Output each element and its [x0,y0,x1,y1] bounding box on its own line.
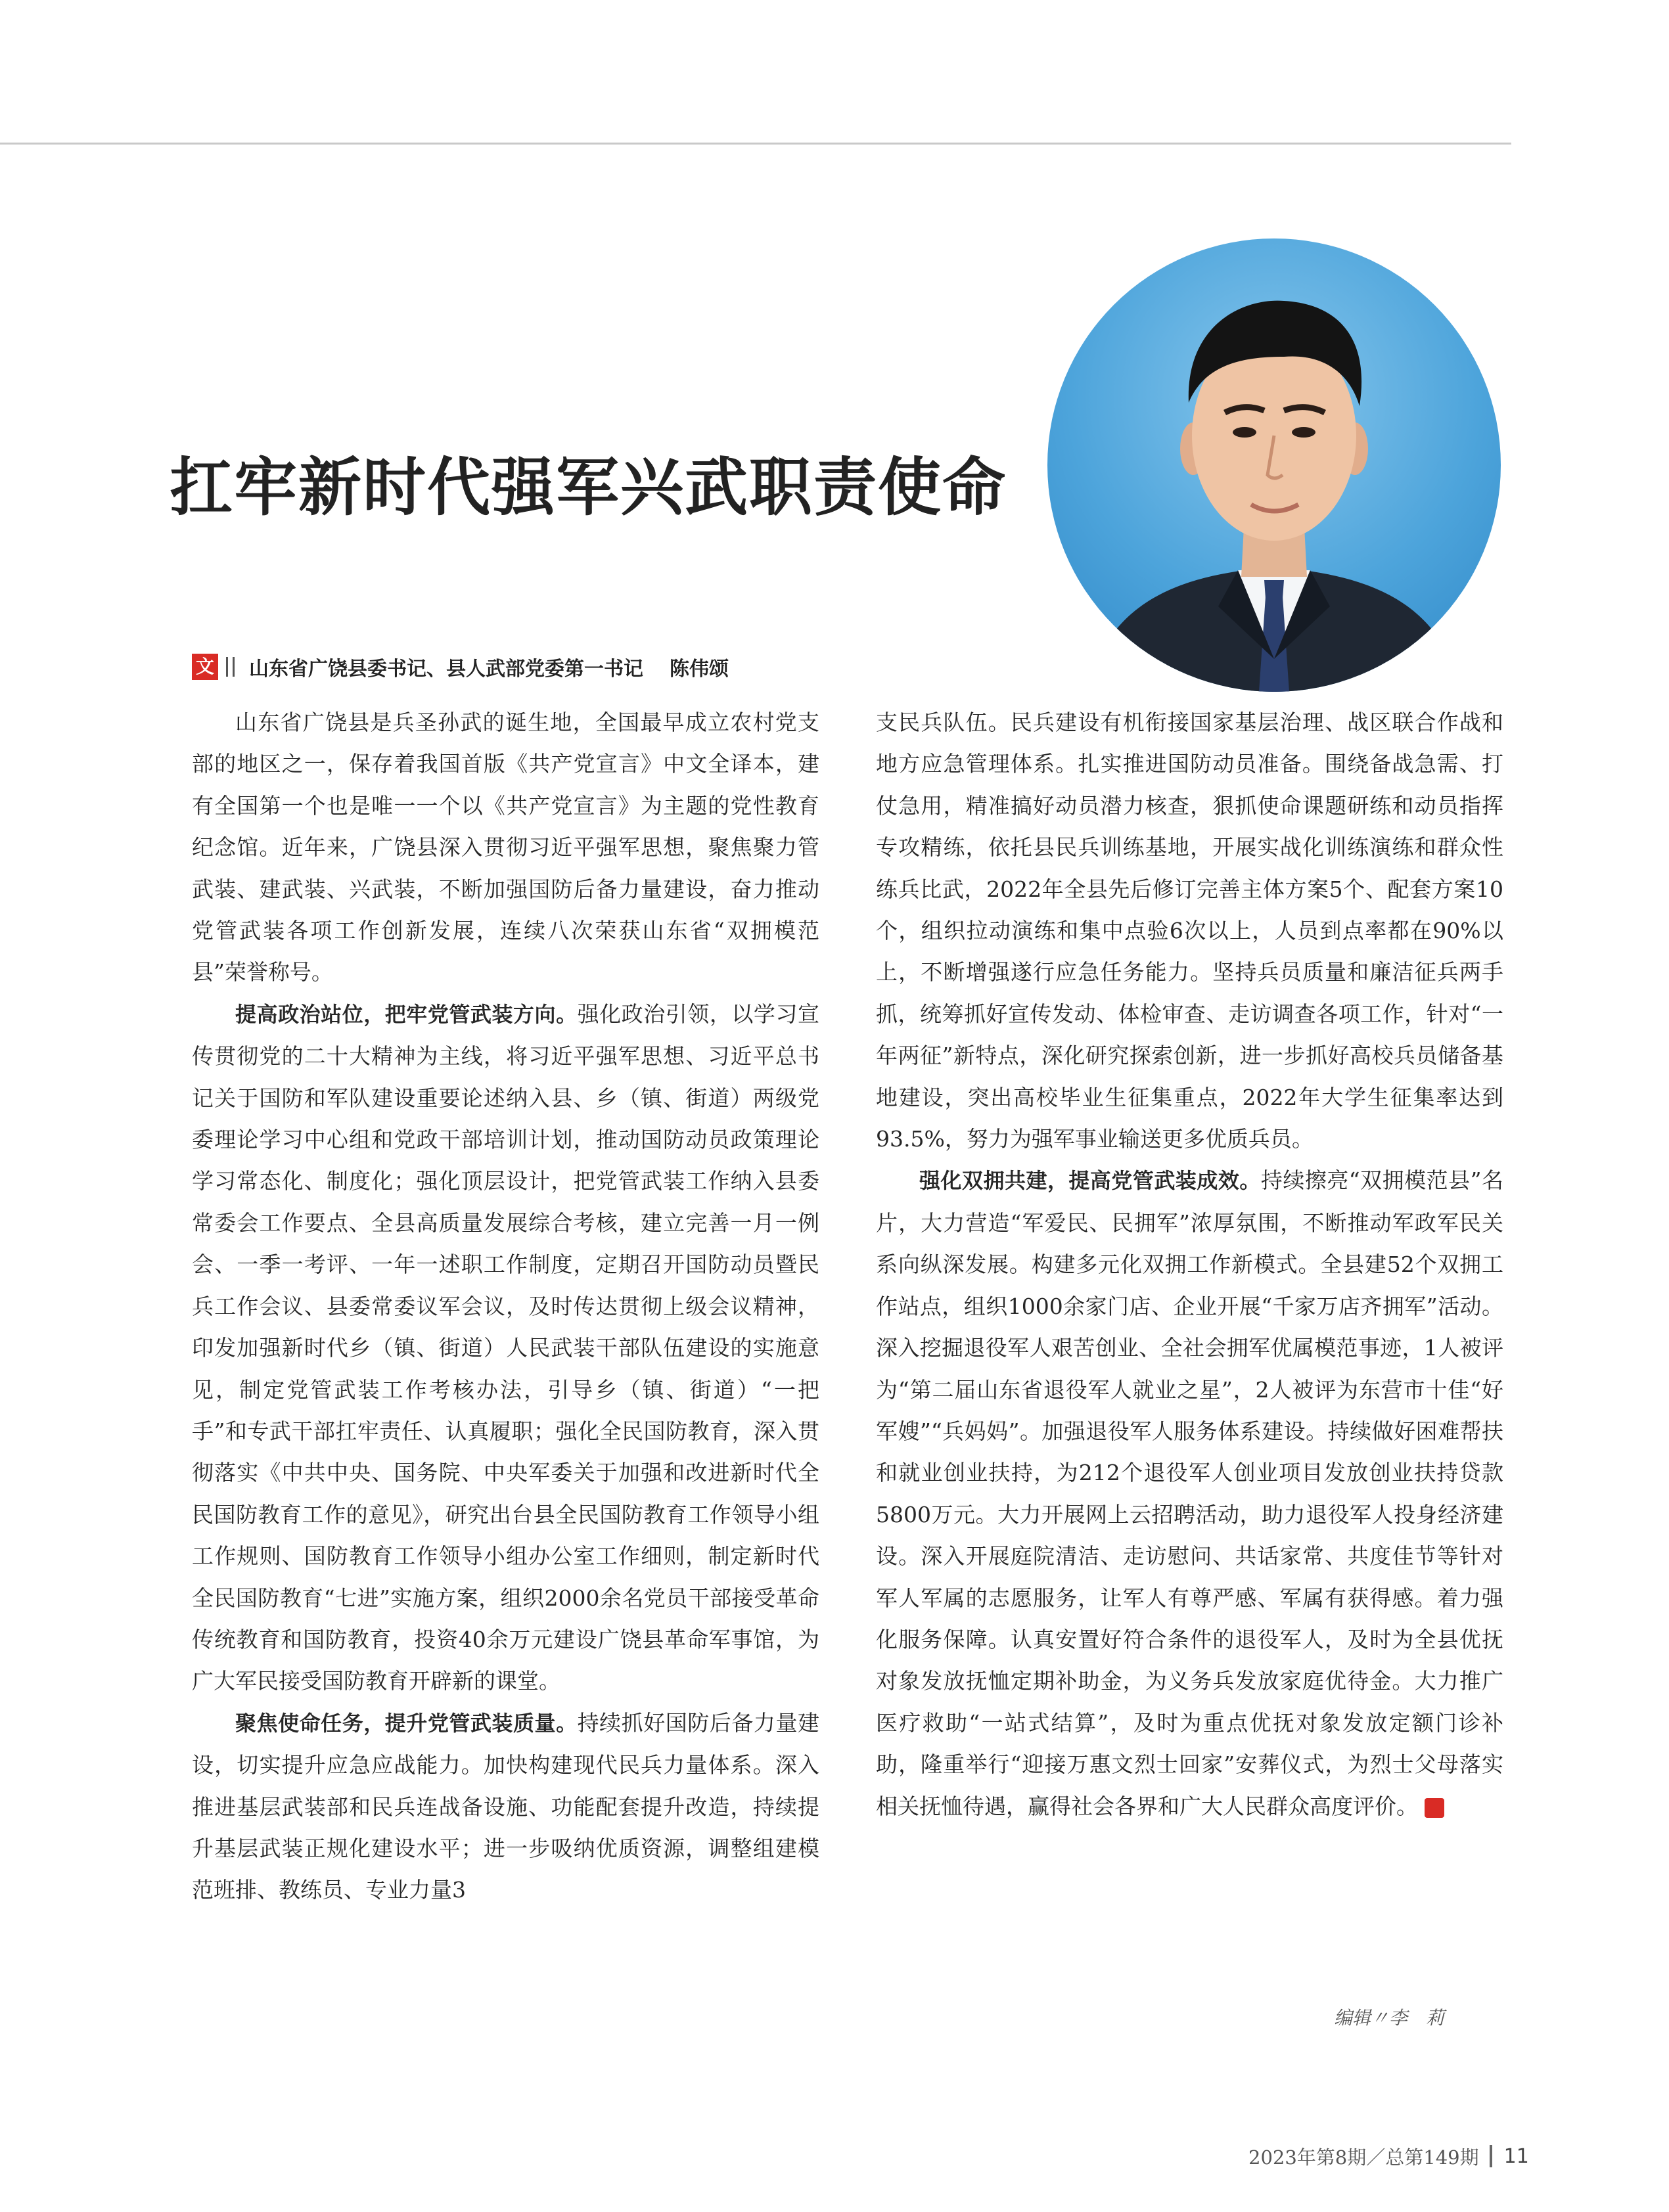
paragraph: 支民兵队伍。民兵建设有机衔接国家基层治理、战区联合作战和地方应急管理体系。扎实推进国防动员准备。围绕备战急需、打仗急用，精准搞好动员潜力核查，狠抓使命课题研练和动员指挥专攻精练，依托县民兵训练基地，开展实战化训练演练和群众性练兵比武，2022年全县先后修订完善主体方案5个、配套方案10个，组织拉动演练和集中点验6次以上，人员到点率都在90%以上，不断增强遂行应急任务能力。坚持兵员质量和廉洁征兵两手抓，统筹抓好宣传发动、体检审查、走访调查各项工作，针对“一年两征”新特点，深化研究探索创新，进一步抓好高校兵员储备基地建设，突出高校毕业生征集重点，2022年大学生征集率达到93.5%，努力为强军事业输送更多优质兵员。 [876,710,1503,1152]
page-number: 11 [1503,2144,1529,2168]
header-rule [0,143,1511,145]
paragraph [876,1160,1503,1827]
section-heading: 提高政治站位，把牢党管武装方向。 [235,1001,578,1027]
paragraph-text: 持续抓好国防后备力量建设，切实提升应急应战能力。加快构建现代民兵力量体系。深入推进基层武装部和民兵连战备设施、功能配套提升改造，持续提升基层武装正规化建设水平；进一步吸纳优质资源，调整组建模范班排、教练员、专业力量3 [192,1709,819,1903]
paragraph [192,993,819,1702]
byline-tag: 文 [192,654,218,680]
issue-info: 2023年第8期／总第149期 [1248,2146,1479,2169]
article-title: 扛牢新时代强军兴武职责使命 [170,451,1007,524]
byline [192,650,729,683]
section-heading: 强化双拥共建，提高党管武装成效。 [919,1168,1261,1194]
paragraph-text: 持续擦亮“双拥模范县”名片，大力营造“军爱民、民拥军”浓厚氛围，不断推动军政军民关系向纵深发展。构建多元化双拥工作新模式。全县建52个双拥工作站点，组织1000余家门店、企业开展“千家万店齐拥军”活动。深入挖掘退役军人艰苦创业、全社会拥军优属模范事迹，1人被评为“第二届山东省退役军人就业之星”，2人被评为东营市十佳“好军嫂”“兵妈妈”。加强退役军人服务体系建设。持续做好困难帮扶和就业创业扶持，为212个退役军人创业项目发放创业扶持贷款5800万元。大力开展网上云招聘活动，助力退役军人投身经济建设。深入开展庭院清洁、走访慰问、共话家常、共度佳节等针对军人军属的志愿服务，让军人有尊严感、军属有获得感。着力强化服务保障。认真安置好符合条件的退役军人，及时为全县优抚对象发放抚恤定期补助金，为义务兵发放家庭优待金。大力推广医疗救助“一站式结算”，及时为重点优抚对象发放定额门诊补助，隆重举行“迎接万惠文烈士回家”安葬仪式，为烈士父母落实相关抚恤待遇，赢得社会各界和广大人民群众高度评价。 [876,1167,1503,1819]
author-portrait [1047,238,1501,692]
end-mark-icon: G [1425,1798,1444,1818]
body-column-left [192,702,819,1911]
section-heading: 聚焦使命任务，提升党管武装质量。 [235,1710,578,1736]
byline-divider [233,657,235,677]
paragraph: 山东省广饶县是兵圣孙武的诞生地，全国最早成立农村党支部的地区之一，保存着我国首版《共产党宣言》中文全译本，建有全国第一个也是唯一一个以《共产党宣言》为主题的党性教育纪念馆。近年来，广饶县深入贯彻习近平强军思想，聚焦聚力管武装、建武装、兴武装，不断加强国防后备力量建设，奋力推动党管武装各项工作创新发展，连续八次荣获山东省“双拥模范县”荣誉称号。 [192,710,819,985]
editor-credit: 编辑〃李 莉 [1334,2007,1445,2029]
footer-divider [1490,2145,1492,2167]
byline-divider [226,657,228,677]
paragraph-text: 强化政治引领，以学习宣传贯彻党的二十大精神为主线，将习近平强军思想、习近平总书记关于国防和军队建设重要论述纳入县、乡（镇、街道）两级党委理论学习中心组和党政干部培训计划，推动国防动员政策理论学习常态化、制度化；强化顶层设计，把党管武装工作纳入县委常委会工作要点、全县高质量发展综合考核，建立完善一月一例会、一季一考评、一年一述职工作制度，定期召开国防动员暨民兵工作会议、县委常委议军会议，及时传达贯彻上级会议精神，印发加强新时代乡（镇、街道）人民武装干部队伍建设的实施意见，制定党管武装工作考核办法，引导乡（镇、街道）“一把手”和专武干部扛牢责任、认真履职；强化全民国防教育，深入贯彻落实《中共中央、国务院、中央军委关于加强和改进新时代全民国防教育工作的意见》，研究出台县全民国防教育工作领导小组工作规则、国防教育工作领导小组办公室工作细则，制定新时代全民国防教育“七进”实施方案，组织2000余名党员干部接受革命传统教育和国防教育，投资40余万元建设广饶县革命军事馆，为广大军民接受国防教育开辟新的课堂。 [192,1001,819,1694]
author-name: 陈伟颂 [670,658,729,681]
paragraph [192,1702,819,1911]
body-column-right [876,702,1503,1827]
author-title: 山东省广饶县委书记、县人武部党委第一书记 [249,658,643,681]
page-footer [1248,2143,1529,2169]
